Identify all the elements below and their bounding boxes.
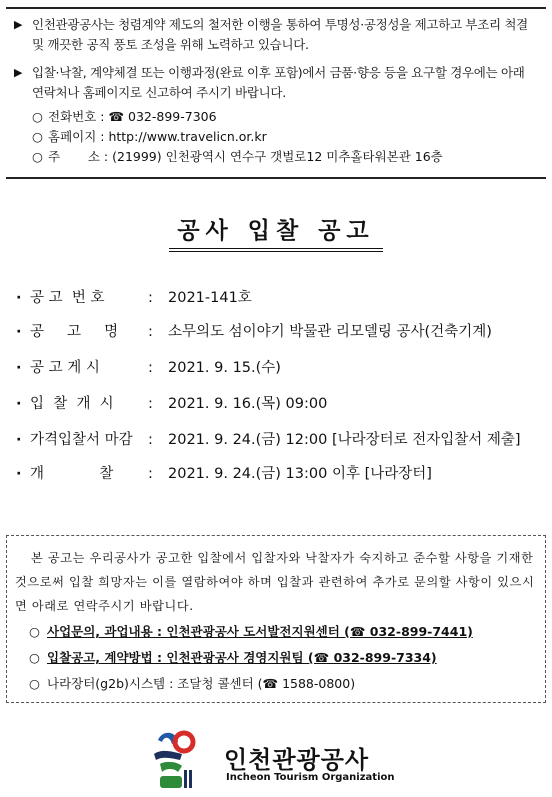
detail-row-bid-start: · 입 찰 개 시 : 2021. 9. 16.(목) 09:00 bbox=[16, 392, 327, 413]
circle-bullet-icon: ○ bbox=[29, 624, 40, 639]
logo-navy-wave bbox=[154, 751, 182, 760]
integrity-notice-box bbox=[6, 7, 546, 179]
dot-bullet-icon: · bbox=[16, 466, 22, 482]
detail-value: 소무의도 섬이야기 박물관 리모델링 공사(건축기계) bbox=[168, 324, 492, 340]
detail-label: 입 찰 개 시 bbox=[30, 396, 114, 412]
notice-item-1 bbox=[14, 15, 532, 55]
inquiry-paragraph: 본 공고는 우리공사가 공고한 입찰에서 입찰자와 낙찰자가 숙지하고 준수할 사항을 기재한 것으로써 입찰 희망자는 이를 열람하여야 하며 입찰과 관련하여 추가로 문의할 사항이 있으시면 아래로 연락주시기 바랍니다. bbox=[15, 551, 535, 613]
detail-value: 2021. 9. 15.(수) bbox=[168, 360, 281, 376]
detail-row-notice-number: · 공 고 번 호 : 2021-141호 bbox=[16, 286, 252, 307]
dot-bullet-icon: · bbox=[16, 324, 22, 340]
report-homepage bbox=[32, 127, 267, 147]
detail-value: 2021-141호 bbox=[168, 290, 252, 306]
incheon-tourism-logo-icon bbox=[152, 730, 196, 792]
inquiry-contact-2-text: 입찰공고, 계약방법 : 인천관광공사 경영지원팀 (☎ 032-899-7334) bbox=[47, 650, 437, 665]
notice-text-1: 인천관광공사는 청렴계약 제도의 철저한 이행을 통하여 투명성·공정성을 제고하고 부조리 척결 및 깨끗한 공직 풍토 조성을 위해 노력하고 있습니다. bbox=[32, 17, 528, 52]
notice-item-2 bbox=[14, 63, 532, 103]
detail-label: 가격입찰서 마감 bbox=[30, 432, 133, 448]
detail-row-bid-deadline: · 가격입찰서 마감 : 2021. 9. 24.(금) 12:00 [나라장터로 전자입찰서 제출] bbox=[16, 428, 521, 449]
inquiry-contact-3 bbox=[29, 674, 355, 692]
detail-label: 공 고 게 시 bbox=[30, 360, 100, 376]
page-title: 공사 입찰 공고 bbox=[169, 212, 382, 252]
report-homepage-text: 홈페이지 : http://www.travelicn.or.kr bbox=[48, 129, 267, 144]
title-wrap bbox=[0, 212, 552, 252]
detail-value: 2021. 9. 24.(금) 13:00 이후 [나라장터] bbox=[168, 466, 432, 482]
report-address bbox=[32, 147, 443, 167]
circle-bullet-icon: ○ bbox=[32, 109, 43, 124]
inquiry-contact-2 bbox=[29, 648, 437, 666]
report-phone bbox=[32, 107, 217, 127]
detail-row-bid-opening: · 개 찰 : 2021. 9. 24.(금) 13:00 이후 [나라장터] bbox=[16, 462, 432, 483]
inquiry-contact-1 bbox=[29, 622, 473, 640]
circle-bullet-icon: ○ bbox=[29, 650, 40, 665]
triangle-bullet-icon: ▶ bbox=[14, 66, 23, 79]
detail-value: 2021. 9. 24.(금) 12:00 [나라장터로 전자입찰서 제출] bbox=[168, 432, 521, 448]
logo-green-block bbox=[160, 776, 182, 788]
triangle-bullet-icon: ▶ bbox=[14, 18, 23, 31]
detail-value: 2021. 9. 16.(목) 09:00 bbox=[168, 396, 328, 412]
detail-label: 공 고 번 호 bbox=[30, 290, 105, 306]
dot-bullet-icon: · bbox=[16, 396, 22, 412]
detail-row-posting-date: · 공 고 게 시 : 2021. 9. 15.(수) bbox=[16, 356, 281, 377]
inquiry-contact-3-text: 나라장터(g2b)시스템 : 조달청 콜센터 (☎ 1588-0800) bbox=[47, 676, 356, 691]
dot-bullet-icon: · bbox=[16, 432, 22, 448]
logo-name-korean: 인천관광공사 bbox=[224, 746, 370, 774]
dot-bullet-icon: · bbox=[16, 290, 22, 306]
logo-name-english: Incheon Tourism Organization bbox=[226, 772, 395, 783]
logo-green-wave bbox=[160, 762, 182, 772]
circle-bullet-icon: ○ bbox=[29, 676, 40, 691]
report-address-text: 주 소 : (21999) 인천광역시 연수구 갯벌로12 미추홀타워본관 16층 bbox=[48, 149, 443, 164]
notice-text-2: 입찰·낙찰, 계약체결 또는 이행과정(완료 이후 포함)에서 금품·향응 등을 요구할 경우에는 아래 연락처나 홈페이지로 신고하여 주시기 바랍니다. bbox=[32, 65, 525, 100]
inquiry-box bbox=[6, 535, 546, 703]
circle-bullet-icon: ○ bbox=[32, 129, 43, 144]
logo-bar-2 bbox=[189, 770, 192, 788]
detail-label: 공 고 명 bbox=[30, 324, 119, 340]
report-phone-text: 전화번호 : ☎ 032-899-7306 bbox=[48, 109, 217, 124]
inquiry-contact-1-text: 사업문의, 과업내용 : 인천관광공사 도서발전지원센터 (☎ 032-899-7441) bbox=[47, 624, 473, 639]
circle-bullet-icon: ○ bbox=[32, 149, 43, 164]
logo-bar-1 bbox=[184, 770, 187, 788]
detail-row-notice-name: · 공 고 명 : 소무의도 섬이야기 박물관 리모델링 공사(건축기계) bbox=[16, 320, 492, 341]
detail-label: 개 찰 bbox=[30, 466, 114, 482]
dot-bullet-icon: · bbox=[16, 360, 22, 376]
